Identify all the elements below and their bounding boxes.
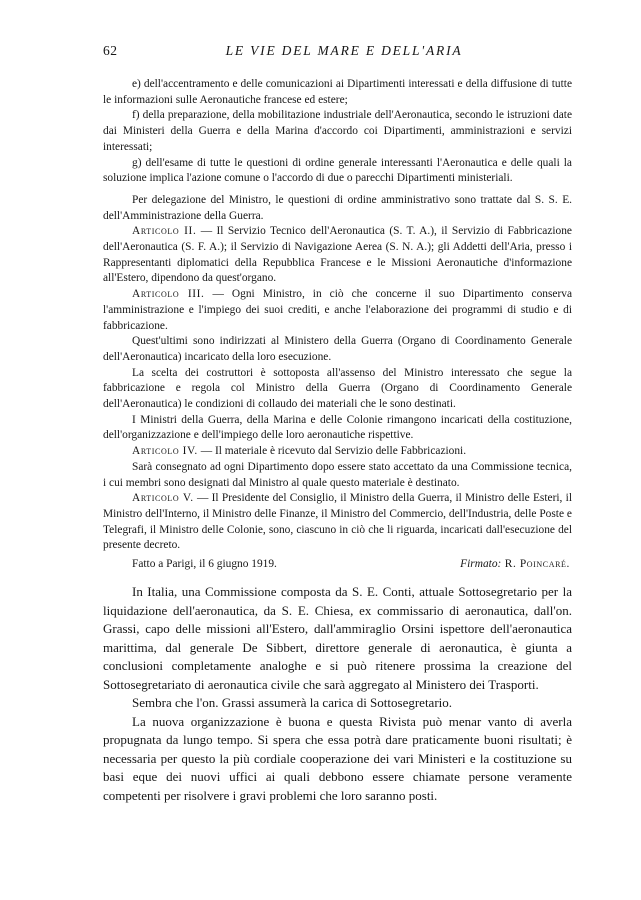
running-title: LE VIE DEL MARE E DELL'ARIA <box>225 43 463 58</box>
article-4-text: — Il materiale è ricevuto dal Servizio delle Fabbricazioni. <box>197 445 467 458</box>
firmato-block <box>460 557 570 573</box>
article-2-text: — Il Servizio Tecnico dell'Aeronautica (S. T. A.), il Servizio di Fabbricazione dell'Aeronautica (S. F. A.); il Servizio di Navigazione Aerea (S. N. A.); gli Addetti dell'Aria, presso i Rappresentanti diplomatici della Repubblica Francese e le Missioni Aeronautiche d'informazione all'Estero, dipendono da quest'organo. <box>103 225 572 285</box>
paragraph-article-2 <box>103 224 572 287</box>
page-header <box>103 41 585 61</box>
paragraph-item-f: f) della preparazione, della mobilitazione industriale dell'Aeronautica, secondo le istruzioni date dai Ministeri della Guerra e della Marina d'accordo coi Dipartimenti, amministrazioni e servizi interessati; <box>103 109 572 153</box>
paragraph-sara: Sarà consegnato ad ogni Dipartimento dopo essere stato accettato da una Commissione tecnica, i cui membri sono designati dal Ministro al quale questo materiale è destinato. <box>103 460 572 489</box>
signatory-name: R. Poincaré. <box>501 558 570 571</box>
paragraph-delegation: Per delegazione del Ministro, le questioni di ordine amministrativo sono trattate dal S. S. E. dell'Amministrazione della Guerra. <box>103 193 572 222</box>
article-5-heading: Articolo V. <box>132 492 194 505</box>
paragraph-article-4 <box>103 444 572 460</box>
paragraph-grassi: Sembra che l'on. Grassi assumerà la carica di Sottosegretario. <box>132 695 453 710</box>
paragraph-quest-ultimi: Quest'ultimi sono indirizzati al Ministero della Guerra (Organo di Coordinamento Generale dell'Aeronautica) incaricato della loro esecuzione. <box>103 335 572 363</box>
article-4-heading: Articolo IV. <box>132 445 198 458</box>
commentary-text <box>103 583 572 805</box>
paragraph-article-5 <box>103 491 572 554</box>
signature-line <box>103 557 572 573</box>
firmato-label: Firmato: <box>460 558 502 571</box>
article-3-text: — Ogni Ministro, in ciò che concerne il suo Dipartimento conserva l'amministrazione e l'impiego dei suoi crediti, e anche l'elaborazione dei programmi di studio e di fabbricazione. <box>103 288 572 332</box>
article-2-heading: Articolo II. <box>132 225 197 238</box>
paragraph-item-e: e) dell'accentramento e delle comunicazioni ai Dipartimenti interessati e della diffusione di tutte le informazioni sulle Aeronautiche francese ed estere; <box>103 78 572 106</box>
article-5-text: — Il Presidente del Consiglio, il Ministro della Guerra, il Ministro delle Esteri, il Ministro dell'Interno, il Ministro delle Finanze, il Ministro del Commercio, dell'Industria, delle Poste e Telegrafi, il Ministro delle Colonie, sono, ciascuno in ciò che li riguarda, incaricati dall'esecuzione del presente decreto. <box>103 492 572 552</box>
paragraph-organizzazione: La nuova organizzazione è buona e questa Rivista può menar vanto di averla propugnata da lungo tempo. Si spera che essa potrà dare praticamente buoni risultati; è necessaria per questo la più cordiale cooperazione dei vari Ministeri e la costituzione su basi eque dei nuovi uffici ai quali debbono essere chiamate persone veramente competenti per risolvere i gravi problemi che loro saranno posti. <box>103 713 572 803</box>
paragraph-commission: In Italia, una Commissione composta da S. E. Conti, attuale Sottosegretario per la liquidazione dell'aeronautica, da S. E. Chiesa, ex commissario di aeronautica, dall'on. Grassi, capo delle missioni all'Estero, dall'ammiraglio Orsini ispettore dell'aeronautica marittima, dal generale De Sibbert, direttore generale di aeronautica, è giunta a conclusioni completamente analoghe e si può ritenere prossima la creazione del Sottosegretariato di aeronautica civile che sarà aggregato al Ministero dei Trasporti. <box>103 584 572 692</box>
paragraph-scelta: La scelta dei costruttori è sottoposta all'assenso del Ministro interessato che segue la fabbricazione e regola col Ministro della Guerra (Organo di Coordinamento Generale dell'Aeronautica) le condizioni di collaudo dei materiali che le sono destinati. <box>103 366 572 411</box>
paragraph-item-g: g) dell'esame di tutte le questioni di ordine generale interessanti l'Aeronautica e delle quali la soluzione implica l'azione comune o l'accordo di due o parecchi Dipartimenti ministeriali. <box>103 156 572 185</box>
article-3-heading: Articolo III. <box>132 288 205 301</box>
paragraph-article-3 <box>103 287 572 334</box>
page-number: 62 <box>103 43 118 58</box>
paragraph-ministri: I Ministri della Guerra, della Marina e delle Colonie rimangono incaricati della costituzione, dell'organizzazione e dell'impiego delle loro aeronautiche rispettive. <box>103 413 572 442</box>
decree-text <box>103 77 572 573</box>
fatto-line: Fatto a Parigi, il 6 giugno 1919. <box>132 558 277 571</box>
